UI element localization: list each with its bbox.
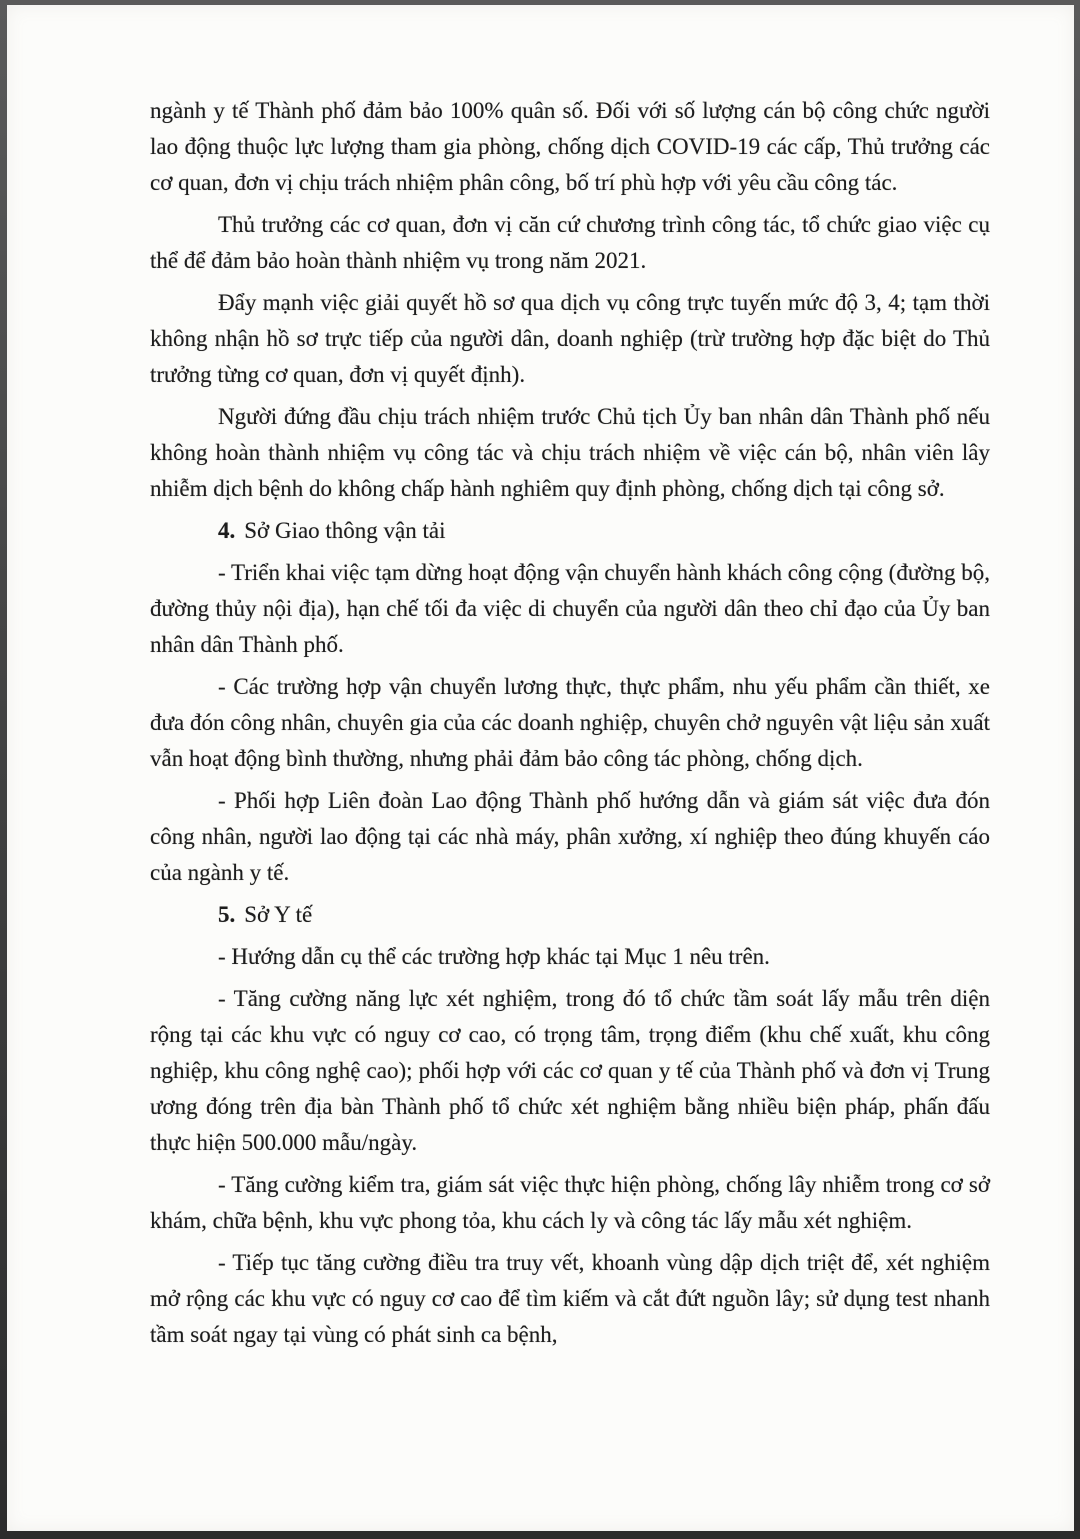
list-item-paragraph: - Tăng cường năng lực xét nghiệm, trong đó tổ chức tầm soát lấy mẫu trên diện rộng tại các khu vực có nguy cơ cao, có trọng tâm, trọng điểm (khu chế xuất, khu công nghiệp, khu công nghệ cao); phối hợp với các cơ quan y tế của Thành phố và đơn vị Trung ương đóng trên địa bàn Thành phố tổ chức xét nghiệm bằng nhiều biện pháp, phấn đấu thực hiện 500.000 mẫu/ngày. [150,986,990,1155]
document-content [7,5,1074,1353]
section-number: 4. [218,518,236,543]
section-title: Sở Giao thông vận tải [244,518,446,543]
paragraph: Người đứng đầu chịu trách nhiệm trước Chủ tịch Ủy ban nhân dân Thành phố nếu không hoàn thành nhiệm vụ công tác và chịu trách nhiệm về việc cán bộ, nhân viên lây nhiễm dịch bệnh do không chấp hành nghiêm quy định phòng, chống dịch tại công sở. [150,404,990,501]
list-item-paragraph: - Triển khai việc tạm dừng hoạt động vận chuyển hành khách công cộng (đường bộ, đường thủy nội địa), hạn chế tối đa việc di chuyển của người dân theo chỉ đạo của Ủy ban nhân dân Thành phố. [150,560,990,657]
document-page [7,5,1074,1531]
paragraph: Thủ trưởng các cơ quan, đơn vị căn cứ chương trình công tác, tổ chức giao việc cụ thể để đảm bảo hoàn thành nhiệm vụ trong năm 2021. [150,212,990,273]
section-title: Sở Y tế [244,902,313,927]
list-item-paragraph: - Tăng cường kiểm tra, giám sát việc thực hiện phòng, chống lây nhiễm trong cơ sở khám, chữa bệnh, khu vực phong tỏa, khu cách ly và công tác lấy mẫu xét nghiệm. [150,1172,990,1233]
section-heading-4 [150,513,990,549]
paragraph: Đẩy mạnh việc giải quyết hồ sơ qua dịch vụ công trực tuyến mức độ 3, 4; tạm thời không nhận hồ sơ trực tiếp của người dân, doanh nghiệp (trừ trường hợp đặc biệt do Thủ trưởng từng cơ quan, đơn vị quyết định). [150,290,990,387]
list-item-paragraph: - Các trường hợp vận chuyển lương thực, thực phẩm, nhu yếu phẩm cần thiết, xe đưa đón công nhân, chuyên gia của các doanh nghiệp, chuyên chở nguyên vật liệu sản xuất vẫn hoạt động bình thường, nhưng phải đảm bảo công tác phòng, chống dịch. [150,674,990,771]
section-number: 5. [218,902,236,927]
paragraph-continuation: ngành y tế Thành phố đảm bảo 100% quân số. Đối với số lượng cán bộ công chức người lao động thuộc lực lượng tham gia phòng, chống dịch COVID-19 các cấp, Thủ trưởng các cơ quan, đơn vị chịu trách nhiệm phân công, bố trí phù hợp với yêu cầu công tác. [150,98,990,195]
list-item-paragraph: - Hướng dẫn cụ thể các trường hợp khác tại Mục 1 nêu trên. [218,944,770,969]
list-item-paragraph: - Tiếp tục tăng cường điều tra truy vết, khoanh vùng dập dịch triệt để, xét nghiệm mở rộng các khu vực có nguy cơ cao để tìm kiếm và cắt đứt nguồn lây; sử dụng test nhanh tầm soát ngay tại vùng có phát sinh ca bệnh, [150,1250,990,1347]
list-item-paragraph: - Phối hợp Liên đoàn Lao động Thành phố hướng dẫn và giám sát việc đưa đón công nhân, người lao động tại các nhà máy, phân xưởng, xí nghiệp theo đúng khuyến cáo của ngành y tế. [150,788,990,885]
section-heading-5 [150,897,990,933]
